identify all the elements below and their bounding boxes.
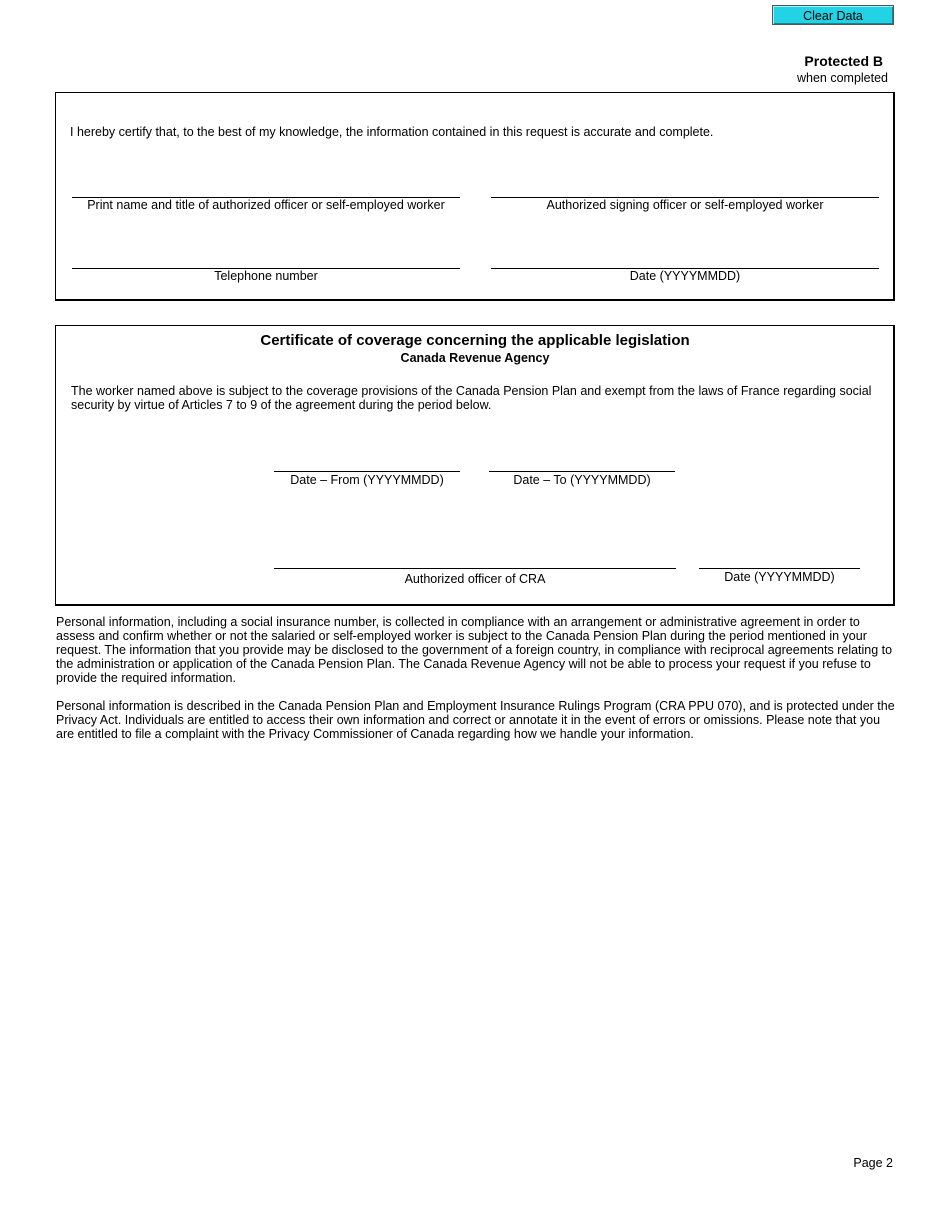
date-from-label: Date – From (YYYYMMDD) [290, 473, 444, 487]
cra-officer-label: Authorized officer of CRA [404, 572, 546, 586]
coverage-certificate-section [55, 325, 895, 606]
protected-label: Protected B [804, 53, 883, 69]
coverage-statement: The worker named above is subject to the coverage provisions of the Canada Pension Plan and exempt from the laws of France regarding social security by virtue of Articles 7 to 9 of the agreement during the period below. [71, 384, 872, 412]
date-to-field[interactable] [489, 471, 675, 472]
signing-officer-label: Authorized signing officer or self-employed worker [546, 198, 824, 212]
privacy-paragraph-2: Personal information is described in the Canada Pension Plan and Employment Insurance Rulings Program (CRA PPU 070), and is protected under the Privacy Act. Individuals are entitled to access their own information and correct or annotate it in the event of errors or omissions. Please note that you are entitled to file a complaint with the Privacy Commissioner of Canada regarding how we handle your information. [56, 699, 895, 741]
cra-officer-field[interactable] [274, 568, 676, 569]
coverage-title: Certificate of coverage concerning the applicable legislation [260, 332, 690, 349]
cert-date-label: Date (YYYYMMDD) [629, 269, 741, 283]
certification-statement: I hereby certify that, to the best of my knowledge, the information contained in this request is accurate and complete. [70, 125, 714, 139]
telephone-label: Telephone number [214, 269, 318, 283]
cra-date-field[interactable] [699, 568, 860, 569]
protected-subtitle: when completed [796, 71, 888, 85]
coverage-agency: Canada Revenue Agency [400, 351, 550, 365]
date-to-label: Date – To (YYYYMMDD) [513, 473, 651, 487]
cra-date-label: Date (YYYYMMDD) [724, 570, 835, 584]
page-number: Page 2 [853, 1156, 893, 1170]
date-from-field[interactable] [274, 471, 460, 472]
privacy-paragraph-1: Personal information, including a social insurance number, is collected in compliance with an arrangement or administrative agreement in order to assess and confirm whether or not the salaried or self-employed worker is subject to the Canada Pension Plan during the period mentioned in your request. The information that you provide may be disclosed to the government of a foreign country, in compliance with reciprocal agreements relating to the administration or application of the Canada Pension Plan. The Canada Revenue Agency will not be able to process your request if you refuse to provide the required information. [56, 615, 893, 685]
clear-data-button[interactable]: Clear Data [772, 5, 894, 25]
name-title-label: Print name and title of authorized officer or self-employed worker [87, 198, 445, 212]
